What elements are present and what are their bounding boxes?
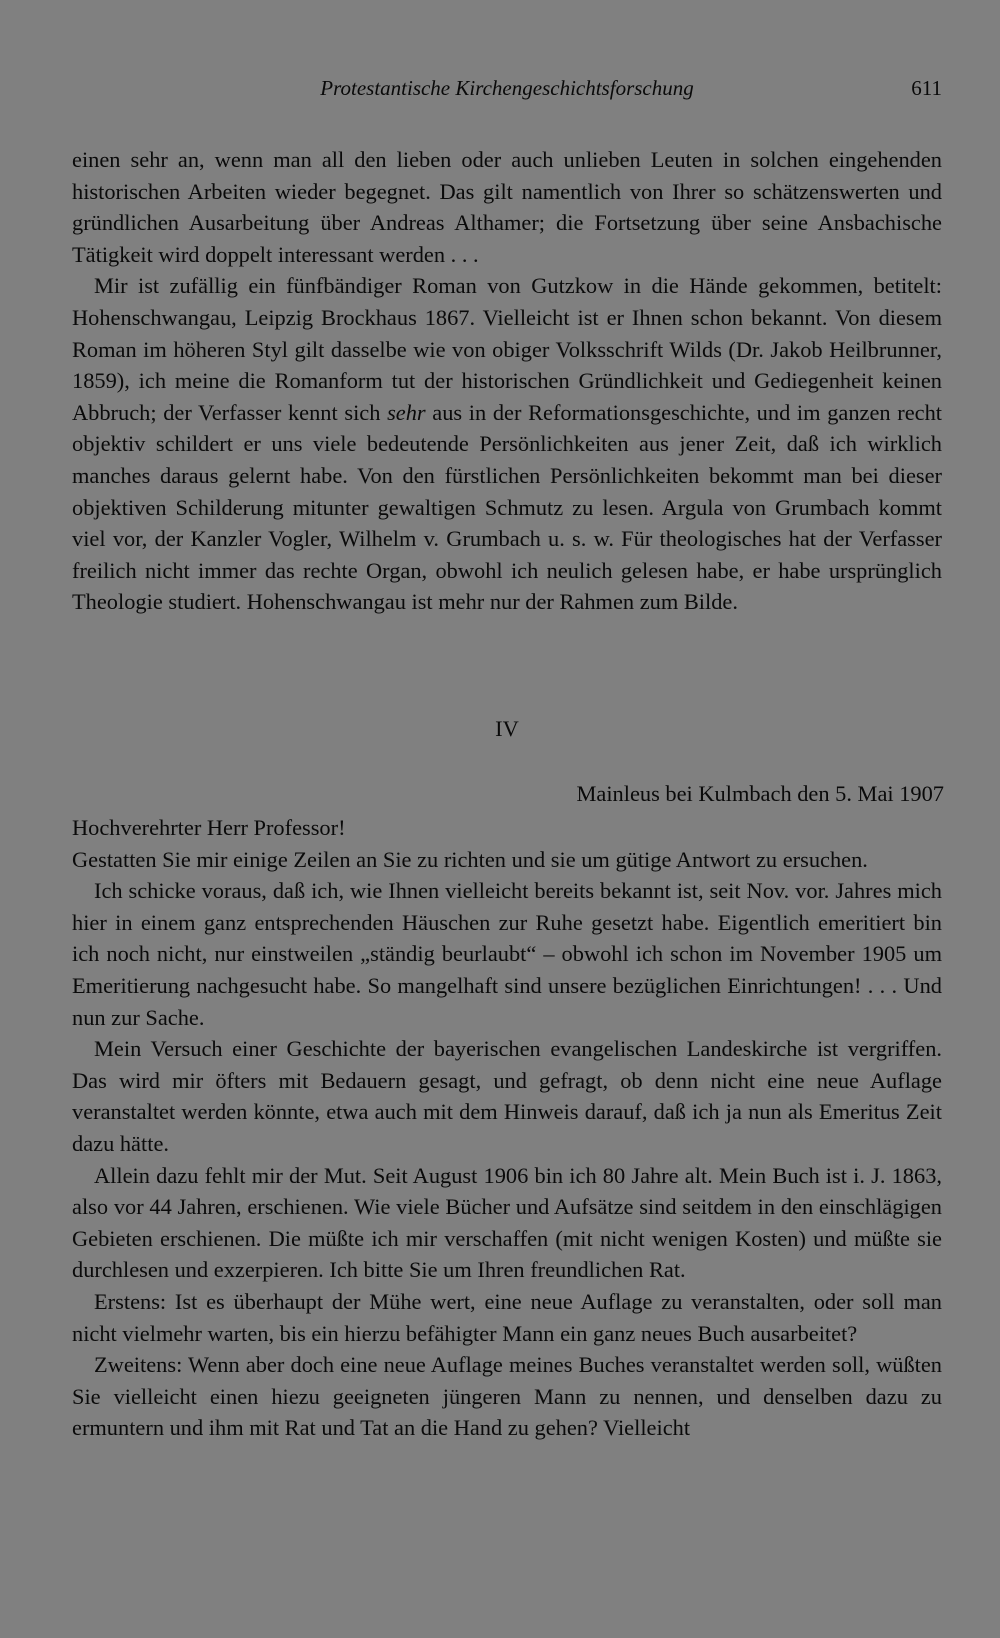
letter-iii-continuation: [72, 144, 942, 618]
text-run: aus in der Reformationsgeschichte, und im ganzen recht objektiv schildert er uns viele bedeutende Persönlichkeiten aus jener Zeit, daß ich wirklich manches daraus gelernt habe. Von den fürstlichen Persönlichkeiten bekommt man bei dieser objektiven Schilderung mitunter gewaltigen Schmutz zu lesen. Argula von Grumbach kommt viel vor, der Kanzler Vogler, Wilhelm v. Grumbach u. s. w. Für theologisches hat der Verfasser freilich nicht immer das rechte Organ, obwohl ich neulich gelesen habe, er habe ursprünglich Theologie studiert. Hohenschwangau ist mehr nur der Rahmen zum Bilde.: [72, 399, 942, 615]
running-head: [72, 76, 942, 106]
running-title: Protestantische Kirchengeschichtsforschung: [320, 76, 694, 100]
paragraph: Ich schicke voraus, daß ich, wie Ihnen vielleicht bereits bekannt ist, seit Nov. vor. Jahres mich hier in einem ganz entsprechenden Häuschen zur Ruhe gesetzt habe. Eigentlich emeritiert bin ich noch nicht, nur einstweilen „ständig beurlaubt“ – obwohl ich schon im November 1905 um Emeritierung nachgesucht habe. So mangelhaft sind unsere bezüglichen Einrichtungen! . . . Und nun zur Sache.: [72, 878, 942, 1030]
dateline: Mainleus bei Kulmbach den 5. Mai 1907: [576, 781, 944, 806]
text-run: Mir ist zufällig ein fünfbändiger Roman von Gutzkow in die Hände gekommen, betitelt: Hohenschwangau, Leipzig Brockhaus 1867. Vielleicht ist er Ihnen schon bekannt. Von diesem Roman im höheren Styl gilt dasselbe wie von obiger Volksschrift Wilds (Dr. Jakob Heilbrunner, 1859), ich meine die Romanform tut der historischen Gründlichkeit und Gediegenheit keinen Abbruch; der Verfasser kennt sich: [72, 273, 942, 425]
paragraph: [72, 270, 942, 618]
paragraph: Mein Versuch einer Geschichte der bayerischen evangelischen Landeskirche ist vergriffen. Das wird mir öfters mit Bedauern gesagt, und gefragt, ob denn nicht eine neue Auflage veranstaltet werden könnte, etwa auch mit dem Hinweis darauf, daß ich ja nun als Emeritus Zeit dazu hätte.: [72, 1036, 942, 1156]
salutation: Hochverehrter Herr Professor!: [72, 815, 346, 840]
paragraph: Gestatten Sie mir einige Zeilen an Sie zu richten und sie um gütige Antwort zu ersuchen.: [72, 846, 868, 872]
paragraph: Allein dazu fehlt mir der Mut. Seit August 1906 bin ich 80 Jahre alt. Mein Buch ist i. J. 1863, also vor 44 Jahren, erschienen. Wie viele Bücher und Aufsätze sind seitdem in den einschlägigen Gebieten erschienen. Die müßte ich mir verschaffen (mit nicht wenigen Kosten) und müßte sie durchlesen und exzerpieren. Ich bitte Sie um Ihren freundlichen Rat.: [72, 1162, 942, 1283]
paragraph: einen sehr an, wenn man all den lieben oder auch unlieben Leuten in solchen eingehenden historischen Arbeiten wieder begegnet. Das gilt namentlich von Ihrer so schätzenswerten und gründlichen Ausarbeitung über Andreas Althamer; die Fortsetzung über seine Ansbachische Tätigkeit wird doppelt interessant werden . . .: [72, 147, 942, 267]
letter-iv-body: [72, 812, 942, 1444]
section-numeral: IV: [495, 716, 519, 741]
paragraph: Erstens: Ist es überhaupt der Mühe wert, eine neue Auflage zu veranstalten, oder soll man nicht vielmehr warten, bis ein hierzu befähigter Mann ein ganz neues Buch ausarbeitet?: [72, 1288, 942, 1346]
paragraph: Zweitens: Wenn aber doch eine neue Auflage meines Buches veranstaltet werden soll, wüßten Sie vielleicht einen hiezu geeigneten jüngeren Mann zu nennen, und denselben dazu zu ermuntern und ihm mit Rat und Tat an die Hand zu gehen? Vielleicht: [72, 1352, 942, 1441]
emphasis: sehr: [387, 399, 426, 425]
page-number: 611: [911, 76, 942, 100]
